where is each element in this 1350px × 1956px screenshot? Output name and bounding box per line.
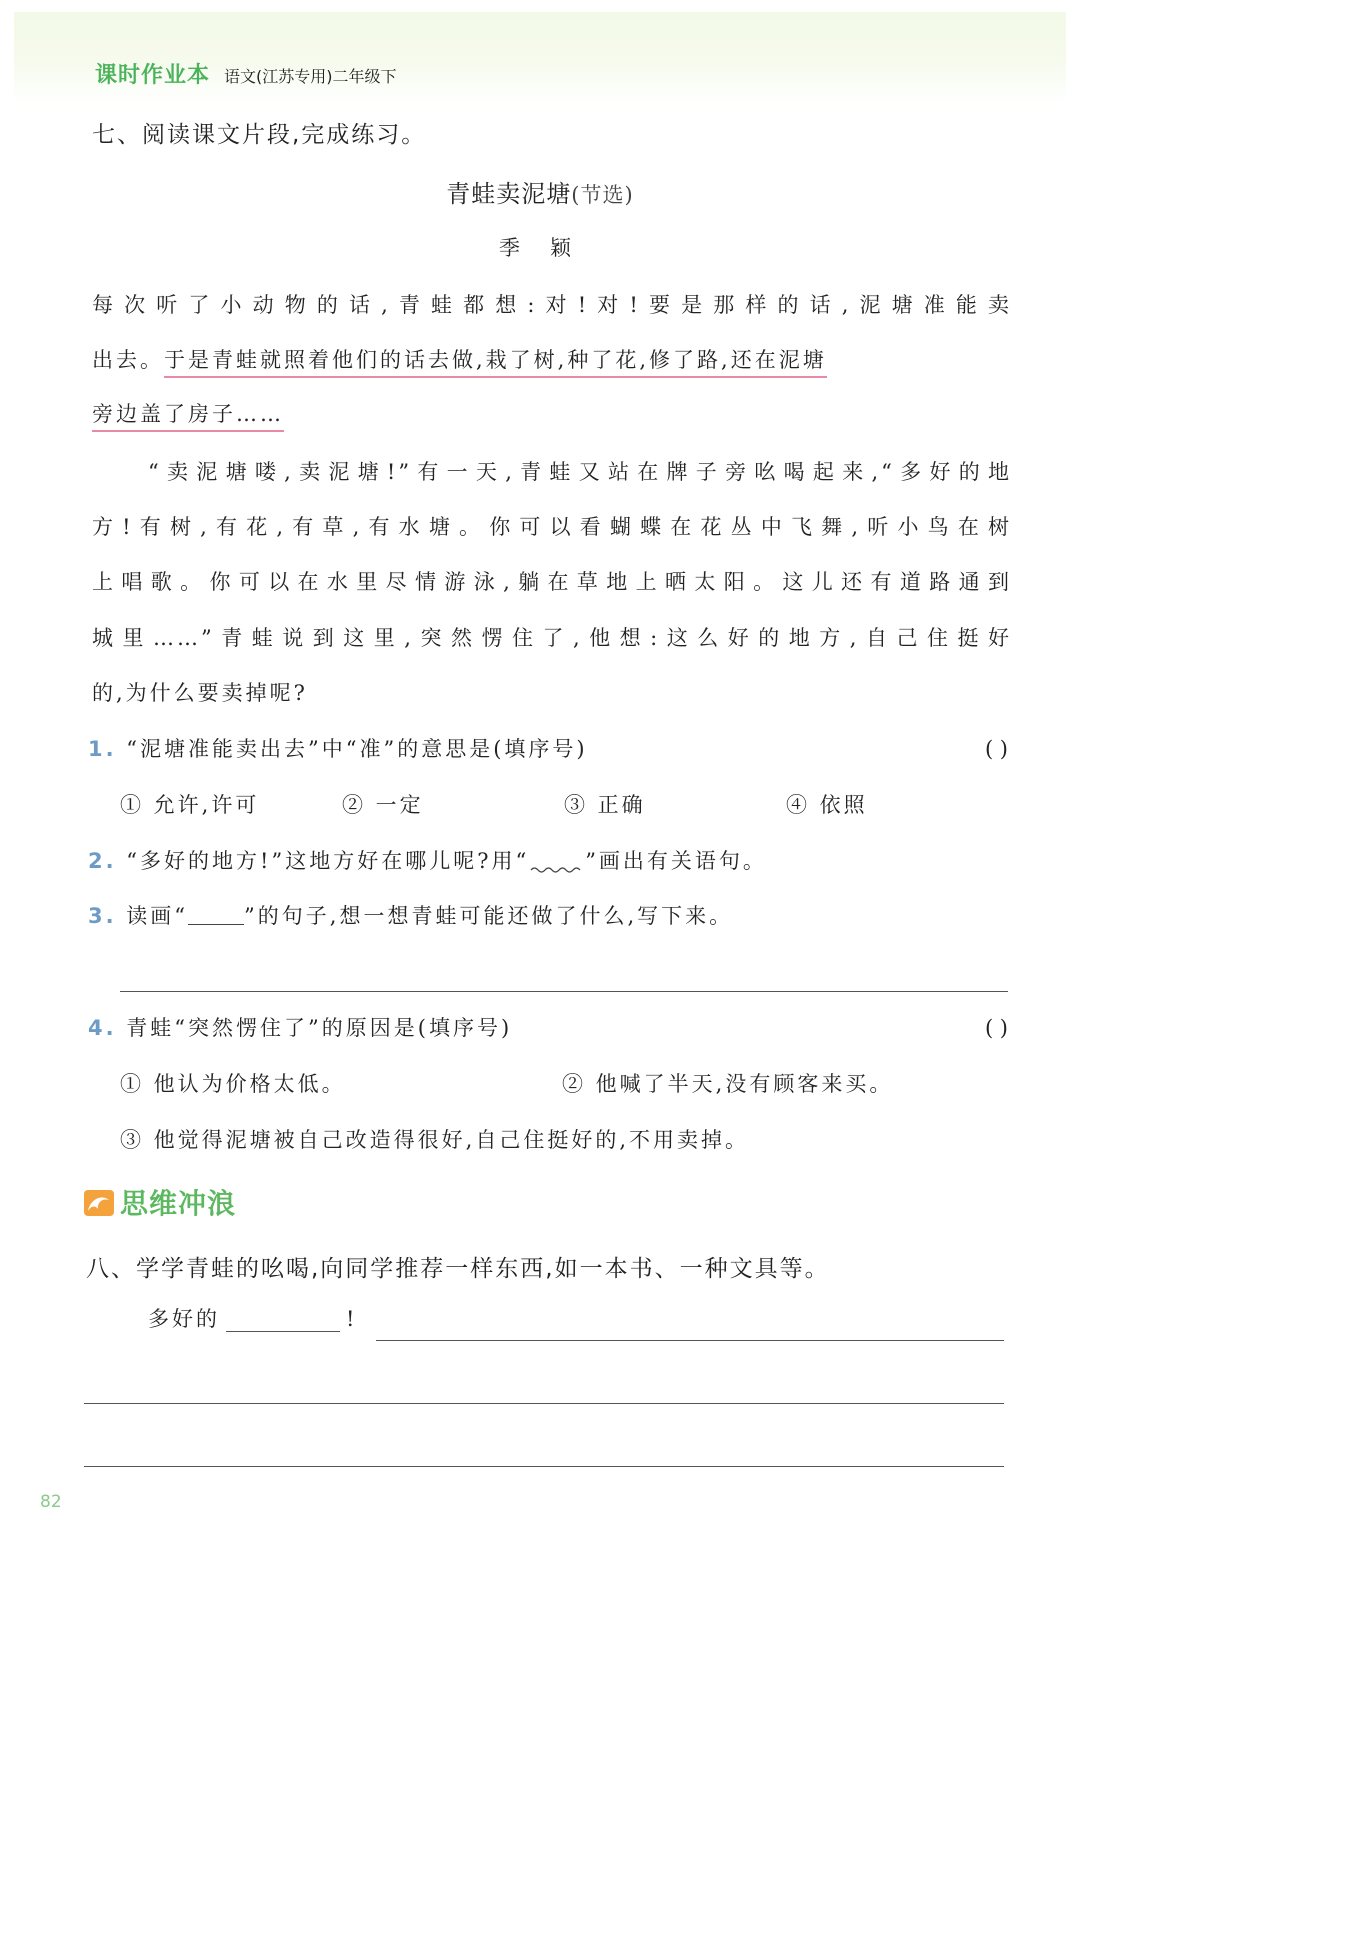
wavy-underline-symbol <box>529 854 585 874</box>
passage-line-1: 每次听了小动物的话,青蛙都想:对!对!要是那样的话,泥塘准能卖 <box>92 293 1012 317</box>
passage-line-2 <box>92 344 1012 376</box>
passage-title <box>0 174 1080 209</box>
question-4-option-2[interactable]: ② 他喊了半天,没有顾客来买。 <box>562 1072 894 1096</box>
question-4-option-3[interactable]: ③ 他觉得泥塘被自己改造得很好,自己住挺好的,不用卖掉。 <box>120 1128 750 1152</box>
question-3-text-end: ”的句子,想一想青蛙可能还做了什么,写下来。 <box>244 904 734 928</box>
underlined-sentence-part-2: 旁边盖了房子…… <box>92 402 284 432</box>
question-4-option-1[interactable]: ① 他认为价格太低。 <box>120 1072 346 1096</box>
section-8-prompt-start: 多好的 <box>148 1307 220 1331</box>
question-1-option-4[interactable]: ④ 依照 <box>786 793 868 817</box>
book-subtitle: 语文(江苏专用)二年级下 <box>224 67 397 86</box>
question-2-text-start: “多好的地方!”这地方好在哪儿呢?用“ <box>126 849 530 873</box>
section-tag-title: 思维冲浪 <box>120 1187 237 1220</box>
question-1-option-1[interactable]: ① 允许,许可 <box>120 793 260 817</box>
page-header <box>95 58 397 89</box>
passage-line-6: 上唱歌。你可以在水里尽情游泳,躺在草地上晒太阳。这儿还有道路通到 <box>92 570 1012 594</box>
question-2 <box>88 845 1008 877</box>
question-3-text-start: 读画“ <box>126 904 189 928</box>
question-4-answer-box[interactable]: ( ) <box>984 1016 1008 1040</box>
question-1 <box>88 733 1008 765</box>
passage-line-7: 城里……”青蛙说到这里,突然愣住了,他想:这么好的地方,自己住挺好 <box>92 626 1012 650</box>
section-8-heading: 八、学学青蛙的吆喝,向同学推荐一样东西,如一本书、一种文具等。 <box>86 1256 830 1282</box>
question-1-answer-box[interactable]: ( ) <box>984 737 1008 761</box>
question-2-text-end: ”画出有关语句。 <box>585 849 767 873</box>
question-1-number: 1. <box>88 737 117 761</box>
section-8-answer-line-2[interactable] <box>84 1403 1004 1404</box>
question-2-number: 2. <box>88 849 117 873</box>
passage-line-5: 方!有树,有花,有草,有水塘。你可以看蝴蝶在花丛中飞舞,听小鸟在树 <box>92 515 1012 539</box>
underlined-sentence-part-1: 于是青蛙就照着他们的话去做,栽了树,种了花,修了路,还在泥塘 <box>164 348 827 378</box>
question-3-number: 3. <box>88 904 117 928</box>
section-8-answer-line-3[interactable] <box>84 1466 1004 1467</box>
question-1-text: “泥塘准能卖出去”中“准”的意思是(填序号) <box>126 737 588 761</box>
book-brand: 课时作业本 <box>95 63 211 88</box>
passage-title-text: 青蛙卖泥塘 <box>446 180 572 208</box>
section-8-fill-blank[interactable] <box>226 1309 340 1332</box>
question-1-option-2[interactable]: ② 一定 <box>342 793 424 817</box>
wave-surf-icon <box>84 1190 114 1216</box>
passage-author: 季颖 <box>499 236 601 260</box>
passage-line-8: 的,为什么要卖掉呢? <box>92 681 308 705</box>
straight-underline-symbol <box>188 904 244 925</box>
question-3 <box>88 900 1008 932</box>
question-1-option-3[interactable]: ③ 正确 <box>564 793 646 817</box>
section-7-heading: 七、阅读课文片段,完成练习。 <box>92 122 427 148</box>
passage-line-2-start: 出去。 <box>92 348 164 372</box>
page-number: 82 <box>40 1492 62 1512</box>
question-4-number: 4. <box>88 1016 117 1040</box>
passage-line-3 <box>92 398 1012 430</box>
section-8-answer-line-1[interactable] <box>376 1340 1004 1341</box>
passage-title-note: (节选) <box>571 183 634 207</box>
question-4-text: 青蛙“突然愣住了”的原因是(填序号) <box>126 1016 513 1040</box>
section-8-prompt <box>148 1303 357 1333</box>
section-8-prompt-end: ! <box>346 1307 358 1331</box>
question-3-answer-line[interactable] <box>120 991 1008 992</box>
question-4 <box>88 1012 1008 1044</box>
passage-line-4: “卖泥塘喽,卖泥塘!”有一天,青蛙又站在牌子旁吆喝起来,“多好的地 <box>148 460 1012 484</box>
